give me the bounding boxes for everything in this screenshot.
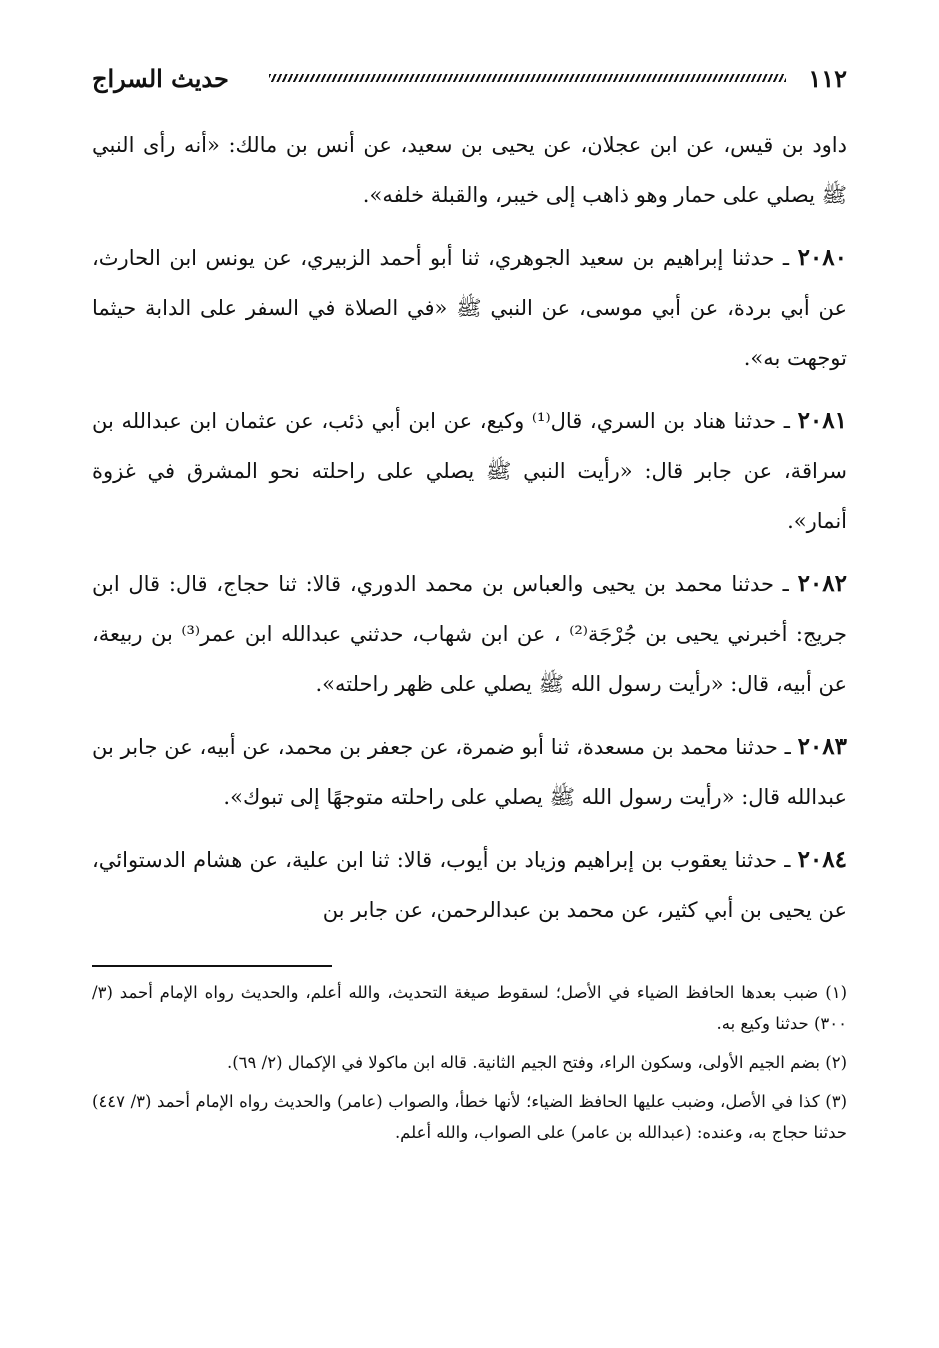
hadith-2082	[92, 559, 847, 709]
hadith-number: ٢٠٨٠	[797, 244, 847, 271]
paragraph-text: ـ حدثنا إبراهيم بن سعيد الجوهري، ثنا أبو أحمد الزبيري، عن يونس ابن الحارث، عن أبي بردة، عن أبي موسى، عن النبي ﷺ «في الصلاة في السفر على الدابة حيثما توجهت به».	[92, 246, 847, 370]
hadith-2083	[92, 722, 847, 822]
page-number: ١١٢	[808, 63, 847, 93]
hadith-2081	[92, 396, 847, 546]
hadith-number: ٢٠٨٣	[797, 733, 847, 760]
paragraph-text: داود بن قيس، عن ابن عجلان، عن يحيى بن سعيد، عن أنس بن مالك: «أنه رأى النبي ﷺ يصلي على حمار وهو ذاهب إلى خيبر، والقبلة خلفه».	[92, 133, 847, 207]
hadith-number: ٢٠٨٤	[797, 846, 847, 873]
footnote-marker: (٢)	[825, 1053, 847, 1072]
footnote-text: كذا في الأصل، وضبب عليها الحافظ الضياء؛ لأنها خطأ، والصواب (عامر) والحديث رواه الإمام أحمد (٣/ ٤٤٧) حدثنا حجاج به، وعنده: (عبدالله بن عامر) على الصواب، والله أعلم.	[92, 1092, 847, 1142]
page-header	[92, 58, 847, 98]
footnote-marker: (٣)	[825, 1092, 847, 1111]
footnote-marker: (١)	[825, 983, 847, 1002]
footnote-separator	[92, 965, 332, 967]
footnote-text: ضبب بعدها الحافظ الضياء في الأصل؛ لسقوط صيغة التحديث، والله أعلم، والحديث رواه الإمام أحمد (٣/ ٣٠٠) حدثنا وكيع به.	[92, 983, 847, 1033]
hadith-2084	[92, 835, 847, 935]
paragraph-continuation	[92, 120, 847, 220]
paragraph-text: ـ حدثنا محمد بن مسعدة، ثنا أبو ضمرة، عن جعفر بن محمد، عن أبيه، عن جابر بن عبدالله قال: «رأيت رسول الله ﷺ يصلي على راحلته متوجهًا إلى تبوك».	[92, 735, 847, 809]
footnote-text: بضم الجيم الأولى، وسكون الراء، وفتح الجيم الثانية. قاله ابن ماكولا في الإكمال (٢/ ٦٩).	[226, 1053, 820, 1072]
running-title: حديث السراج	[92, 63, 229, 93]
paragraph-text: ـ حدثنا هناد بن السري، قال⁽¹⁾ وكيع، عن ابن أبي ذئب، عن عثمان ابن عبدالله بن سراقة، عن جابر قال: «رأيت النبي ﷺ يصلي على راحلته نحو المشرق في غزوة أنمار».	[92, 409, 847, 533]
paragraph-text: ـ حدثنا محمد بن يحيى والعباس بن محمد الدوري، قالا: ثنا حجاج، قال: قال ابن جريج: أخبرني يحيى بن جُرْجَة⁽²⁾ ، عن ابن شهاب، حدثني عبدالله ابن عمر⁽³⁾ بن ربيعة، عن أبيه، قال: «رأيت رسول الله ﷺ يصلي على ظهر راحلته».	[92, 572, 847, 696]
footnotes	[92, 977, 847, 1148]
footnote-2	[92, 1047, 847, 1078]
hadith-number: ٢٠٨٢	[797, 570, 847, 597]
footnote-3	[92, 1086, 847, 1148]
footnote-1	[92, 977, 847, 1039]
header-decorative-rule	[269, 74, 787, 82]
main-text	[92, 120, 847, 935]
hadith-number: ٢٠٨١	[797, 407, 847, 434]
hadith-2080	[92, 233, 847, 383]
paragraph-text: ـ حدثنا يعقوب بن إبراهيم وزياد بن أيوب، قالا: ثنا ابن علية، عن هشام الدستوائي، عن يحيى بن أبي كثير، عن محمد بن عبدالرحمن، عن جابر بن	[92, 848, 847, 922]
